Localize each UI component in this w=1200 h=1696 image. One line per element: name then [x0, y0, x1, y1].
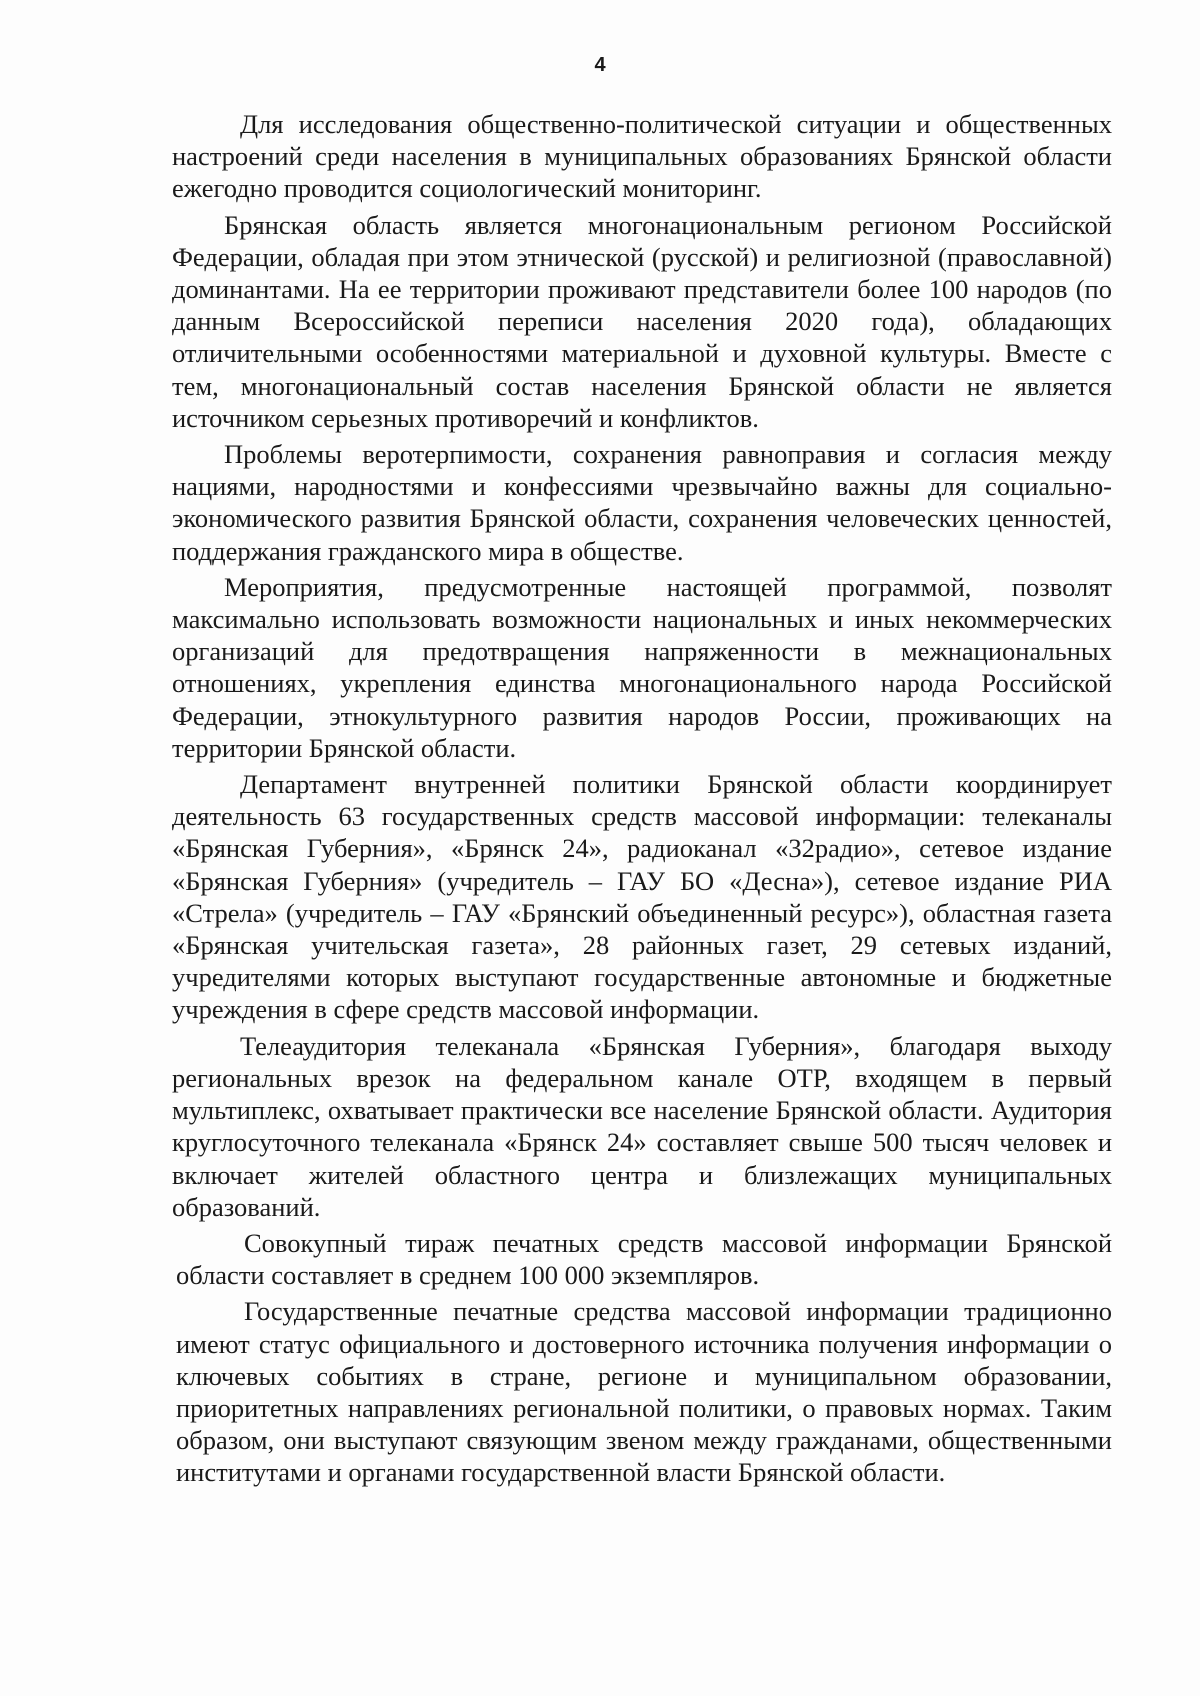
paragraph-tolerance-problems: Проблемы веротерпимости, сохранения равноправия и согласия между нациями, народностями и конфессиями чрезвычайно важны для социально-экономического развития Брянской области, сохранения человеческих ценностей, поддержания гражданского мира в обществе. [172, 439, 1112, 566]
paragraph-mass-media-department: Департамент внутренней политики Брянской области координирует деятельность 63 государственных средств массовой информации: телеканалы «Брянская Губерния», «Брянск 24», радиоканал «32радио», сетевое издание «Брянская Губерния» (учредитель – ГАУ БО «Десна»), сетевое издание РИА «Стрела» (учредитель – ГАУ «Брянский объединенный ресурс»), областная газета «Брянская учительская газета», 28 районных газет, 29 сетевых изданий, учредителями которых выступают государственные автономные и бюджетные учреждения в сфере средств массовой информации. [172, 769, 1112, 1025]
paragraph-multinational-region: Брянская область является многонациональным регионом Российской Федерации, обладая при этом этнической (русской) и религиозной (православной) доминантами. На ее территории проживают представители более 100 народов (по данным Всероссийской переписи населения 2020 года), обладающих отличительными особенностями материальной и духовной культуры. Вместе с тем, многонациональный состав населения Брянской области не является источником серьезных противоречий и конфликтов. [172, 209, 1112, 433]
paragraph-program-measures: Мероприятия, предусмотренные настоящей программой, позволят максимально использовать возможности национальных и иных некоммерческих организаций для предотвращения напряженности в межнациональных отношениях, укрепления единства многонационального народа Российской Федерации, этнокультурного развития народов России, проживающих на территории Брянской области. [172, 571, 1112, 763]
paragraph-tv-audience: Телеаудитория телеканала «Брянская Губерния», благодаря выходу региональных врезок на федеральном канале ОТР, входящем в первый мультиплекс, охватывает практически все население Брянской области. Аудитория круглосуточного телеканала «Брянск 24» составляет свыше 500 тысяч человек и включает жителей областного центра и близлежащих муниципальных образований. [172, 1030, 1112, 1222]
paragraph-print-circulation: Совокупный тираж печатных средств массовой информации Брянской области составляет в среднем 100 000 экземпляров. [176, 1227, 1112, 1291]
document-body [172, 108, 1112, 1489]
page-number: 4 [594, 54, 606, 76]
paragraph-state-print-media: Государственные печатные средства массовой информации традиционно имеют статус официального и достоверного источника получения информации о ключевых событиях в стране, регионе и муниципальном образовании, приоритетных направлениях региональной политики, о правовых нормах. Таким образом, они выступают связующим звеном между гражданами, общественными институтами и органами государственной власти Брянской области. [176, 1296, 1112, 1488]
paragraph-sociological-monitoring: Для исследования общественно-политической ситуации и общественных настроений среди населения в муниципальных образованиях Брянской области ежегодно проводится социологический мониторинг. [172, 109, 1112, 204]
